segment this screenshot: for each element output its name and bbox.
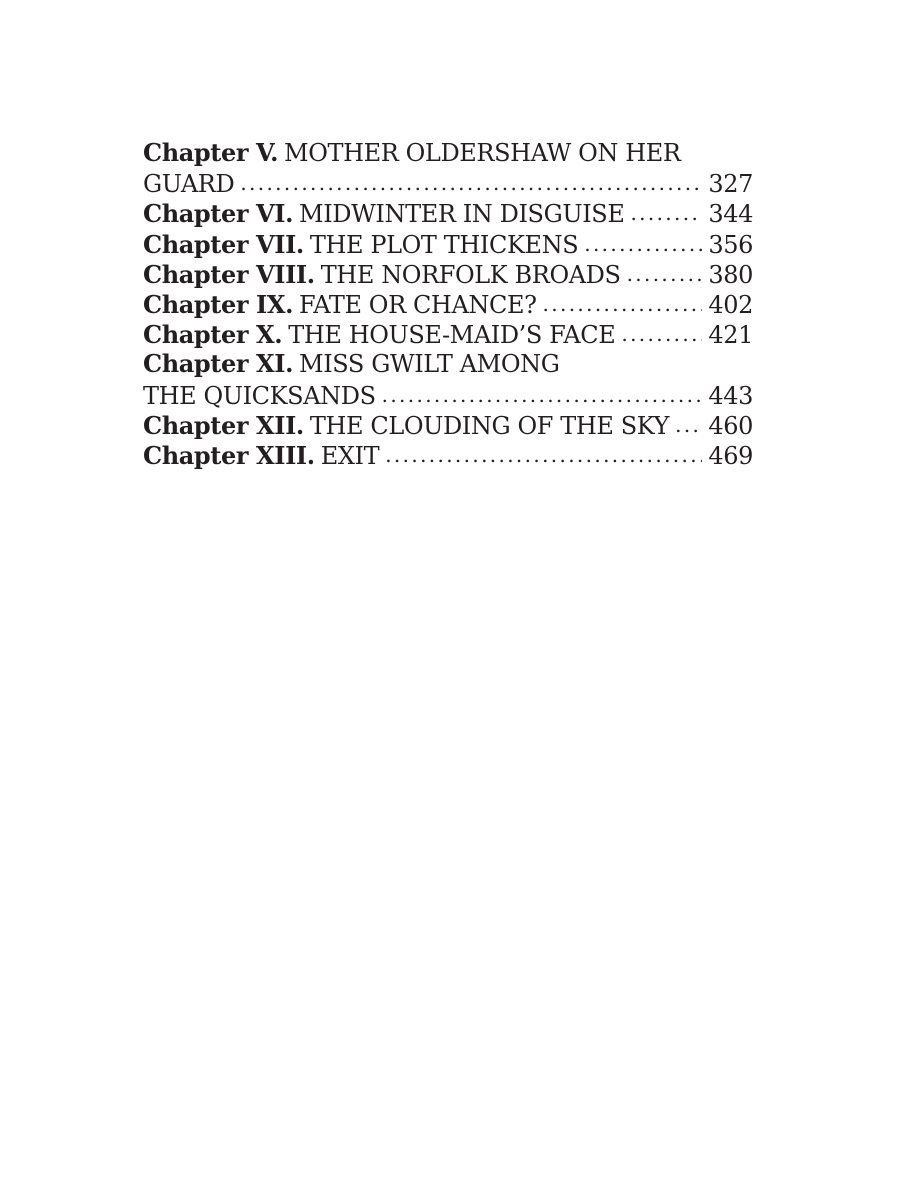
chapter-title: THE HOUSE-MAID’S FACE — [288, 321, 616, 350]
chapter-label: Chapter IX. — [143, 289, 294, 319]
chapter-title: MIDWINTER IN DISGUISE — [299, 200, 625, 229]
toc-entry-chapter-7[interactable] — [143, 229, 753, 259]
dot-leader — [584, 229, 702, 253]
dot-leader — [621, 319, 702, 343]
page-number: 443 — [708, 381, 753, 410]
toc-entry-line-continued — [143, 380, 753, 410]
chapter-title: THE NORFOLK BROADS — [320, 260, 621, 289]
toc-entry-line — [143, 349, 753, 379]
chapter-label: Chapter XIII. — [143, 440, 315, 470]
page-number: 421 — [708, 321, 753, 350]
page-number: 344 — [708, 200, 753, 229]
chapter-label: Chapter VII. — [143, 229, 304, 259]
toc-entry-line — [143, 440, 753, 470]
page-number: 460 — [708, 411, 753, 440]
chapter-title: MOTHER OLDERSHAW ON HER — [284, 139, 681, 167]
toc-entry-line — [143, 229, 753, 259]
toc-entry-line — [143, 198, 753, 228]
chapter-title: THE CLOUDING OF THE SKY — [309, 411, 670, 440]
chapter-title: MISS GWILT AMONG — [299, 350, 560, 379]
chapter-label: Chapter V. — [143, 138, 279, 167]
dot-leader — [385, 440, 702, 464]
chapter-title-continued: THE QUICKSANDS — [143, 381, 376, 410]
dot-leader — [382, 380, 703, 404]
table-of-contents — [143, 138, 753, 470]
chapter-title: FATE OR CHANCE? — [299, 290, 537, 319]
dot-leader — [240, 168, 702, 192]
toc-entry-line — [143, 319, 753, 349]
toc-entry-chapter-13[interactable] — [143, 440, 753, 470]
toc-entry-chapter-5[interactable] — [143, 138, 753, 198]
dot-leader — [543, 289, 703, 313]
dot-leader — [627, 259, 703, 283]
dot-leader — [630, 198, 702, 222]
toc-entry-chapter-8[interactable] — [143, 259, 753, 289]
chapter-title: EXIT — [320, 441, 380, 470]
toc-entry-line-continued — [143, 168, 753, 198]
toc-entry-line — [143, 289, 753, 319]
toc-entry-line — [143, 410, 753, 440]
chapter-label: Chapter VI. — [143, 199, 294, 229]
page-number: 380 — [708, 260, 753, 289]
chapter-title: THE PLOT THICKENS — [309, 230, 579, 259]
toc-entry-chapter-9[interactable] — [143, 289, 753, 319]
chapter-label: Chapter XII. — [143, 410, 304, 440]
chapter-label: Chapter X. — [143, 320, 283, 350]
toc-entry-line — [143, 259, 753, 289]
toc-entry-chapter-10[interactable] — [143, 319, 753, 349]
chapter-title-continued: GUARD — [143, 170, 235, 199]
page-number: 356 — [708, 230, 753, 259]
chapter-label: Chapter VIII. — [143, 259, 315, 289]
dot-leader — [675, 410, 702, 434]
toc-entry-chapter-6[interactable] — [143, 198, 753, 228]
toc-entry-line — [143, 138, 753, 168]
page-number: 402 — [708, 290, 753, 319]
page-number: 327 — [708, 170, 753, 199]
toc-entry-chapter-11[interactable] — [143, 349, 753, 409]
chapter-label: Chapter XI. — [143, 349, 294, 379]
page-number: 469 — [708, 441, 753, 470]
toc-entry-chapter-12[interactable] — [143, 410, 753, 440]
